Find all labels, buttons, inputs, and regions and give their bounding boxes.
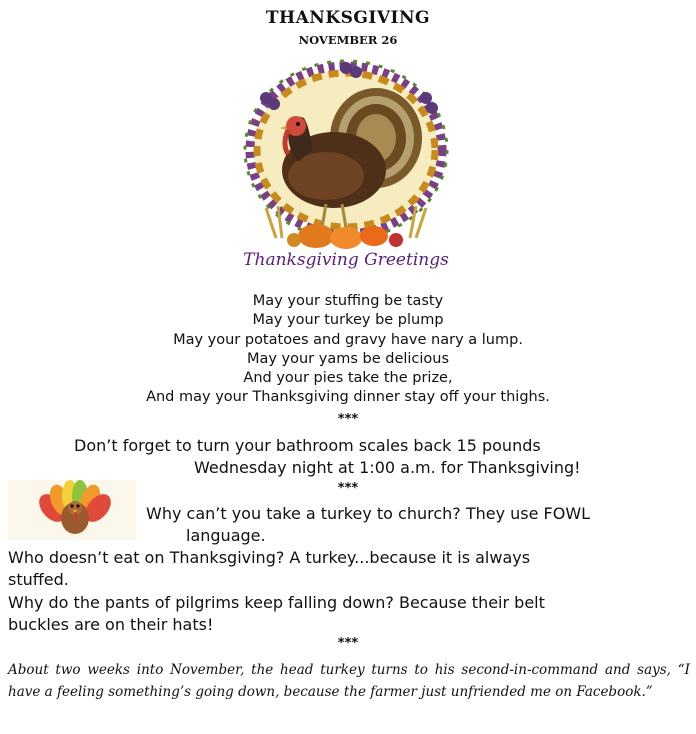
poem-line: May your stuffing be tasty <box>252 293 444 309</box>
card-caption: Thanksgiving Greetings <box>243 250 449 270</box>
joke-line: language. <box>186 526 266 545</box>
poem-line: May your turkey be plump <box>252 312 444 329</box>
poem-line: May your yams be delicious <box>246 350 450 367</box>
joke-line: buckles are on their hats! <box>8 615 214 634</box>
cartoon-turkey-icon <box>8 480 136 540</box>
joke-line: stuffed. <box>8 570 69 589</box>
page-date: NOVEMBER 26 <box>298 33 398 47</box>
separator: *** <box>337 481 359 496</box>
separator: *** <box>337 636 359 651</box>
poem-line: And your pies take the prize, <box>243 370 453 387</box>
page-title: THANKSGIVING <box>265 8 431 28</box>
reminder-line: Don’t forget to turn your bathroom scales back 15 pounds <box>74 436 541 455</box>
poem <box>0 292 696 408</box>
joke-line: Who doesn’t eat on Thanksgiving? A turkey...because it is always <box>8 548 531 567</box>
joke-line: Why can’t you take a turkey to church? They use FOWL <box>146 504 591 523</box>
separator: *** <box>337 412 359 427</box>
story-paragraph: About two weeks into November, the head turkey turns to his second-in-command and says, “I have a feeling something’s going down, because the farmer just unfriended me on Facebook.” <box>8 662 690 700</box>
turkey-wreath-illustration <box>226 58 466 276</box>
joke-line: Why do the pants of pilgrims keep falling down? Because their belt <box>8 593 545 612</box>
reminder-line: Wednesday night at 1:00 a.m. for Thanksgiving! <box>194 458 581 477</box>
poem-line: And may your Thanksgiving dinner stay off your thighs. <box>146 389 550 406</box>
poem-line: May your potatoes and gravy have nary a lump. <box>173 331 523 348</box>
